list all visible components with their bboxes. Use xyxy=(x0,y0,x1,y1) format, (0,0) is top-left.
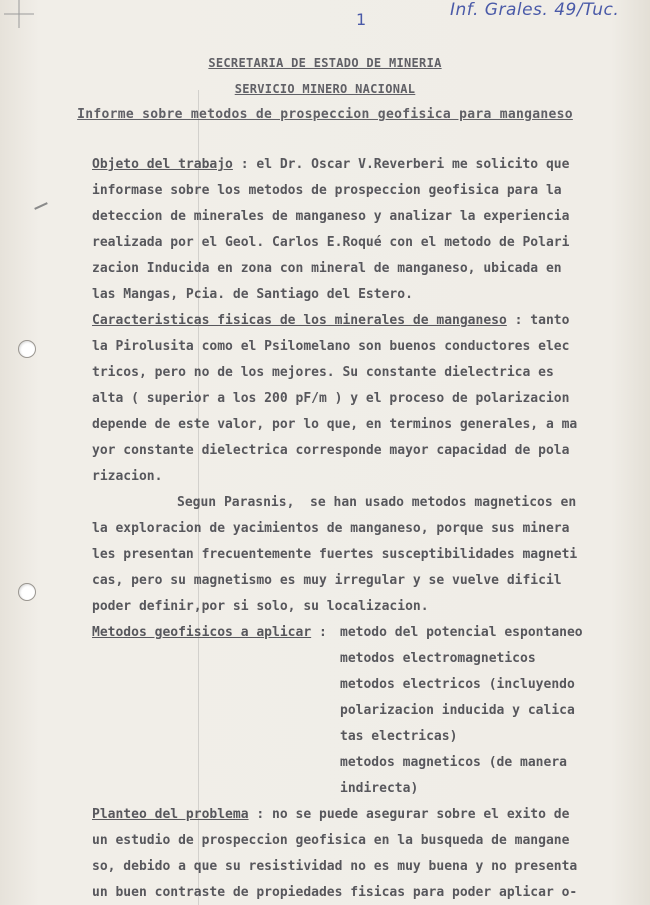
paragraph-text: : el Dr. Oscar V.Reverberi me solicito que xyxy=(232,157,570,172)
handwritten-reference: Inf. Grales. 49/Tuc. xyxy=(450,0,620,20)
handwritten-page-number: 1 xyxy=(356,10,367,29)
method-list-item: metodo del potencial espontaneo xyxy=(340,625,583,640)
paragraph-line: realizada por el Geol. Carlos E.Roqué con el metodo de Polari xyxy=(92,235,570,250)
paragraph-line: zacion Inducida en zona con mineral de manganeso, ubicada en xyxy=(92,261,562,276)
paragraph-line: alta ( superior a los 200 pF/m ) y el proceso de polarizacion xyxy=(92,391,570,406)
paragraph-line: deteccion de minerales de manganeso y analizar la experiencia xyxy=(92,209,570,224)
section-metodos-heading xyxy=(92,625,327,640)
method-list-item: metodos electricos (incluyendo xyxy=(340,677,575,692)
header-service: SERVICIO MINERO NACIONAL xyxy=(234,82,416,96)
method-list-item: polarizacion inducida y calica xyxy=(340,703,575,718)
pen-mark-icon xyxy=(34,202,48,210)
paragraph-line: Segun Parasnis, se han usado metodos magneticos en xyxy=(177,495,577,510)
paragraph-line: la Pirolusita como el Psilomelano son buenos conductores elec xyxy=(92,339,570,354)
paragraph-line: rizacion. xyxy=(92,469,163,484)
section-heading: Metodos geofisicos a aplicar xyxy=(92,625,312,640)
section-objeto-first-line xyxy=(92,157,569,172)
punch-hole-icon xyxy=(18,340,36,358)
section-planteo-first-line xyxy=(92,807,569,822)
section-heading: Caracteristicas fisicas de los minerales de manganeso xyxy=(92,313,507,328)
document-title: Informe sobre metodos de prospeccion geofisica para manganeso xyxy=(77,107,573,122)
paragraph-line: depende de este valor, por lo que, en terminos generales, a ma xyxy=(92,417,578,432)
method-list-item: metodos electromagneticos xyxy=(340,651,536,666)
paragraph-line: un estudio de prospeccion geofisica en la busqueda de mangane xyxy=(92,833,570,848)
paragraph-line: la exploracion de yacimientos de manganeso, porque sus minera xyxy=(92,521,570,536)
section-heading: Planteo del problema xyxy=(92,807,249,822)
paragraph-line: poder definir,por si solo, su localizacion. xyxy=(92,599,429,614)
paragraph-line: cas, pero su magnetismo es muy irregular y se vuelve dificil xyxy=(92,573,562,588)
paragraph-line: un buen contraste de propiedades fisicas para poder aplicar o- xyxy=(92,885,578,900)
paragraph-line: las Mangas, Pcia. de Santiago del Estero. xyxy=(92,287,413,302)
paragraph-text: : no se puede asegurar sobre el exito de xyxy=(248,807,570,822)
method-list-item: tas electricas) xyxy=(340,729,458,744)
section-caracteristicas-first-line xyxy=(92,313,569,328)
paragraph-text: : xyxy=(311,625,327,640)
paragraph-line: tricos, pero no de los mejores. Su constante dielectrica es xyxy=(92,365,554,380)
paragraph-text: : tanto xyxy=(506,313,570,328)
punch-hole-icon xyxy=(18,583,36,601)
cross-mark-icon xyxy=(4,0,34,28)
method-list-item: metodos magneticos (de manera xyxy=(340,755,567,770)
paragraph-line: informase sobre los metodos de prospeccion geofisica para la xyxy=(92,183,562,198)
section-heading: Objeto del trabajo xyxy=(92,157,233,172)
paragraph-line: yor constante dielectrica corresponde mayor capacidad de pola xyxy=(92,443,570,458)
header-ministry: SECRETARIA DE ESTADO DE MINERIA xyxy=(208,56,442,70)
paragraph-line: les presentan frecuentemente fuertes susceptibilidades magneti xyxy=(92,547,578,562)
method-list-item: indirecta) xyxy=(340,781,419,796)
paragraph-line: so, debido a que su resistividad no es muy buena y no presenta xyxy=(92,859,578,874)
